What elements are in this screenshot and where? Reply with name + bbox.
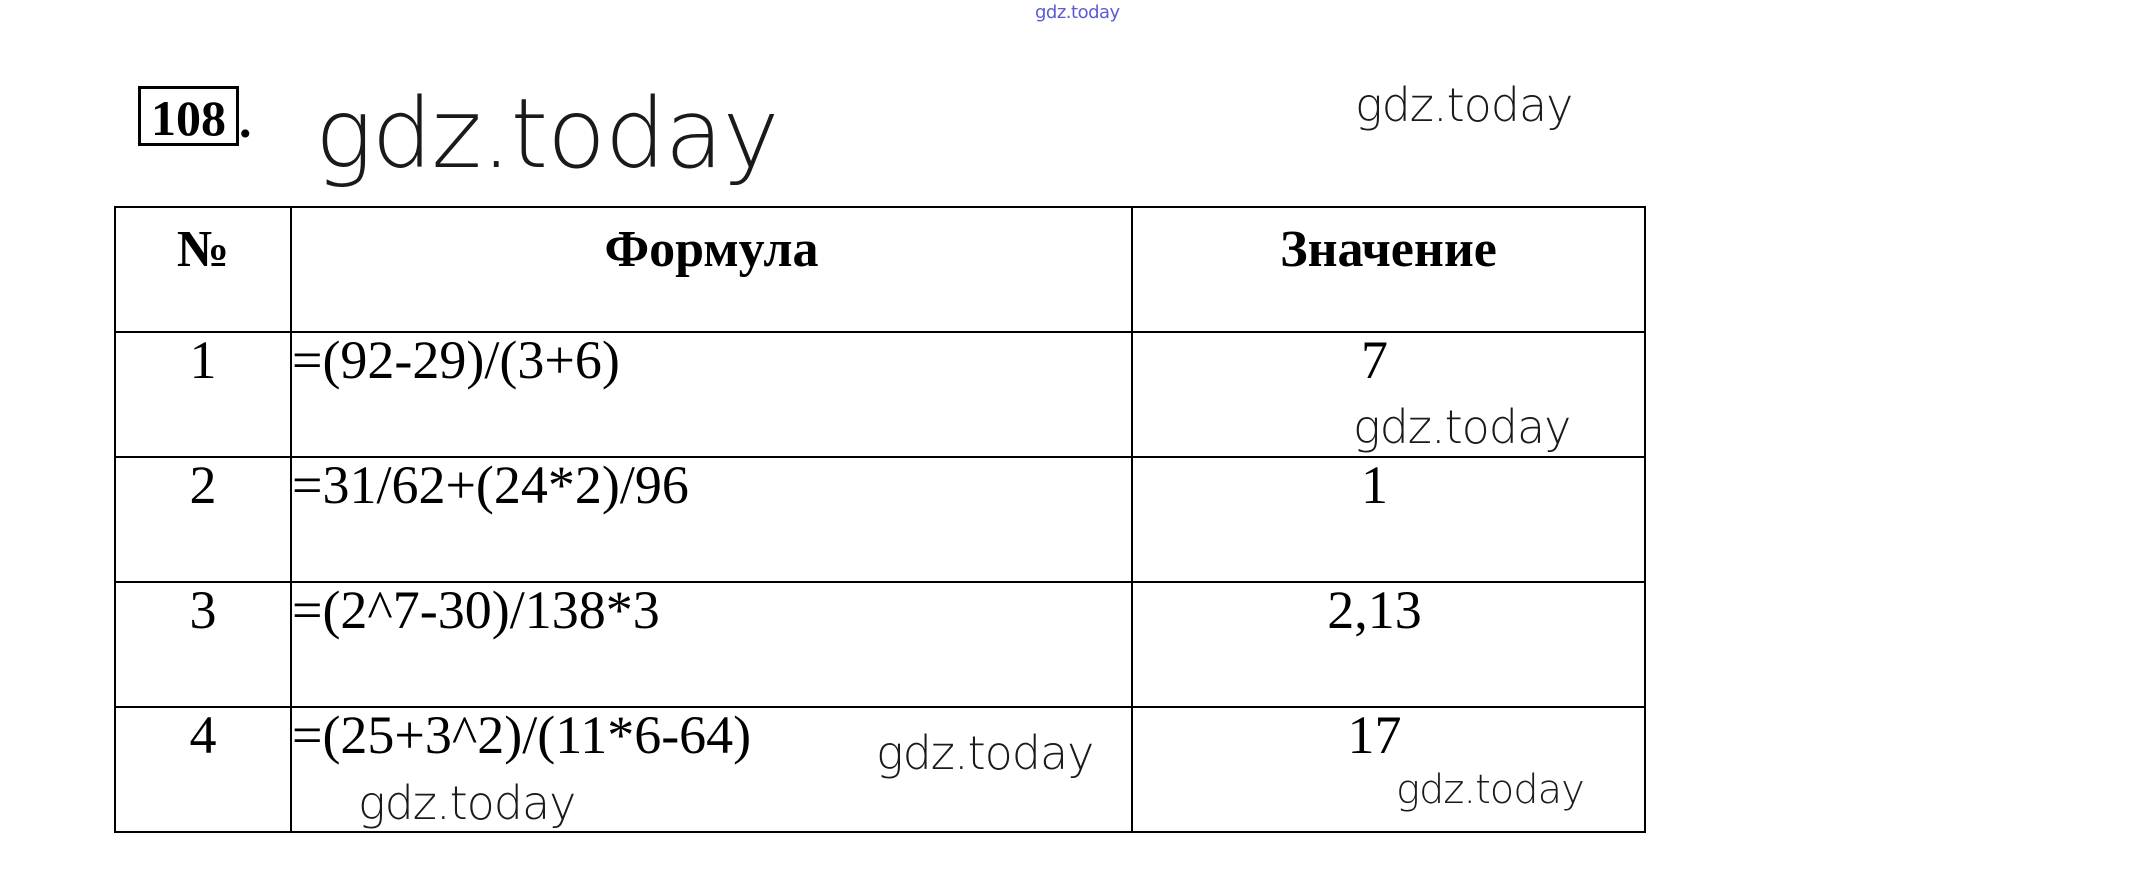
row-value xyxy=(1132,582,1645,707)
row-value-text: 7 xyxy=(1361,330,1388,390)
top-watermark: gdz.today xyxy=(1035,2,1120,23)
header-formula: Формула xyxy=(291,207,1132,332)
formula-table xyxy=(114,206,1646,833)
row-formula: =(25+3^2)/(11*6-64) xyxy=(291,707,1132,832)
watermark: gdz.today xyxy=(358,776,576,830)
row-value-text: 17 xyxy=(1347,705,1402,765)
table-row xyxy=(115,457,1645,582)
table-row xyxy=(115,582,1645,707)
table-row xyxy=(115,332,1645,457)
row-number: 3 xyxy=(115,582,291,707)
watermark-large: gdz.today xyxy=(315,78,779,190)
row-value xyxy=(1132,457,1645,582)
row-number: 4 xyxy=(115,707,291,832)
table-row xyxy=(115,707,1645,832)
row-value-text: 1 xyxy=(1361,455,1388,515)
header-number: № xyxy=(115,207,291,332)
task-number-dot: . xyxy=(239,92,252,148)
row-formula: =(2^7-30)/138*3 xyxy=(291,582,1132,707)
row-value-text: 2,13 xyxy=(1327,580,1422,640)
row-number: 2 xyxy=(115,457,291,582)
row-formula: =(92-29)/(3+6) xyxy=(291,332,1132,457)
row-formula: =31/62+(24*2)/96 xyxy=(291,457,1132,582)
watermark: gdz.today xyxy=(876,726,1094,780)
task-number-box: 108 xyxy=(138,86,239,146)
header-value: Значение xyxy=(1132,207,1645,332)
watermark: gdz.today xyxy=(1396,767,1584,813)
row-number: 1 xyxy=(115,332,291,457)
row-value xyxy=(1132,707,1645,832)
row-value xyxy=(1132,332,1645,457)
watermark: gdz.today xyxy=(1355,78,1573,132)
watermark: gdz.today xyxy=(1353,400,1571,454)
task-number xyxy=(138,86,252,146)
table-header-row xyxy=(115,207,1645,332)
